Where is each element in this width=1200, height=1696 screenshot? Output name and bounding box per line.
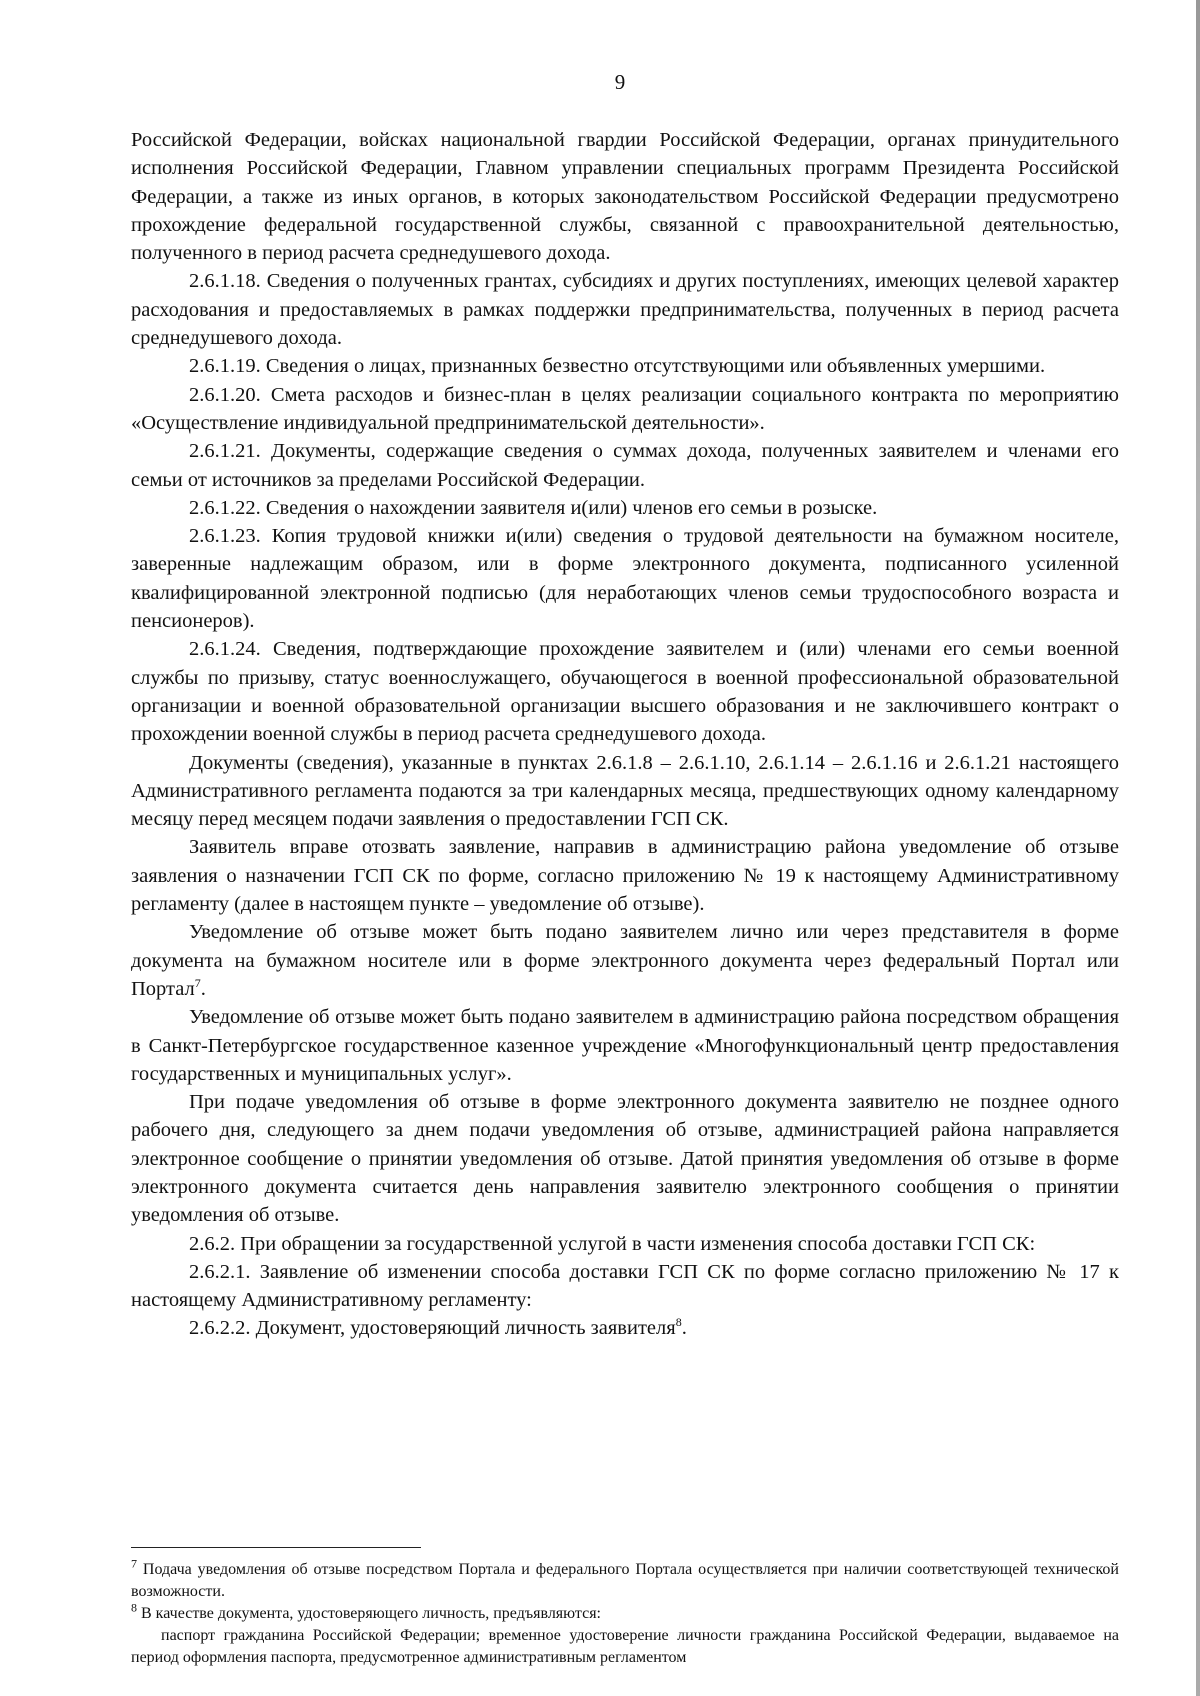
page-number: 9 — [614, 70, 626, 94]
footnote-8-continuation: паспорт гражданина Российской Федерации; временное удостоверение личности гражданина Российской Федерации, выдаваемое на период оформления паспорта, предусмотренное административным регламентом — [131, 1627, 1119, 1666]
paragraph-documents-period: Документы (сведения), указанные в пунктах 2.6.1.8 – 2.6.1.10, 2.6.1.14 – 2.6.1.16 и 2.6.1.21 настоящего Административного регламента подаются за три календарных месяца, предшествующих одному календарному месяцу перед месяцем подачи заявления о предоставлении ГСП СК. — [131, 751, 1119, 831]
paragraph-2-6-1-23: 2.6.1.23. Копия трудовой книжки и(или) сведения о трудовой деятельности на бумажном носителе, заверенные надлежащим образом, или в форме электронного документа, подписанного усиленной квалифицированной электронной подписью (для неработающих членов семьи трудоспособного возраста и пенсионеров). — [131, 525, 1119, 633]
paragraph-2-6-1-21: 2.6.1.21. Документы, содержащие сведения о суммах дохода, полученных заявителем и членами его семьи от источников за пределами Российской Федерации. — [131, 440, 1119, 491]
paragraph-electronic-notice: При подаче уведомления об отзыве в форме электронного документа заявителю не позднее одного рабочего дня, следующего за днем подачи уведомления об отзыве, администрацией района направляется электронное сообщение о принятии уведомления об отзыве. Датой принятия уведомления об отзыве в форме электронного документа считается день направления заявителю электронного сообщения о принятии уведомления об отзыве. — [131, 1091, 1119, 1227]
footnote-mark: 7 — [131, 1556, 137, 1571]
paragraph-2-6-1-19: 2.6.1.19. Сведения о лицах, признанных безвестно отсутствующими или объявленных умершими. — [189, 355, 1046, 378]
footnote-mark: 8 — [131, 1600, 137, 1615]
footnote-text: Подача уведомления об отзыве посредством Портала и федерального Портала осуществляется при наличии соответствующей технической возможности. — [131, 1561, 1119, 1600]
scan-edge-shadow — [1196, 0, 1200, 1696]
paragraph-withdrawal-mfc: Уведомление об отзыве может быть подано заявителем в администрацию района посредством обращения в Санкт-Петербургское государственное казенное учреждение «Многофункциональный центр предоставления государственных и муниципальных услуг». — [131, 1006, 1119, 1085]
paragraph-2-6-1-20: 2.6.1.20. Смета расходов и бизнес-план в целях реализации социального контракта по мероприятию «Осуществление индивидуальной предпринимательской деятельности». — [131, 383, 1119, 434]
footnote-ref: 8 — [675, 1315, 682, 1330]
paragraph-text: 2.6.2.2. Документ, удостоверяющий личность заявителя — [189, 1317, 676, 1340]
footnote-ref: 7 — [194, 976, 201, 991]
paragraph-withdrawal-right: Заявитель вправе отозвать заявление, направив в администрацию района уведомление об отзыве заявления о назначении ГСП СК по форме, согласно приложению № 19 к настоящему Административному регламенту (далее в настоящем пункте – уведомление об отзыве). — [131, 836, 1119, 916]
paragraph-2-6-2-2 — [131, 1314, 1119, 1342]
footnote-text: В качестве документа, удостоверяющего личность, предъявляются: — [137, 1605, 601, 1622]
footnotes — [131, 1556, 1119, 1669]
paragraph-continuation: Российской Федерации, войсках национальной гвардии Российской Федерации, органах принудительного исполнения Российской Федерации, Главном управлении специальных программ Президента Российской Федерации, а также из иных органов, в которых законодательством Российской Федерации предусмотрено прохождение федеральной государственной службы, связанной с правоохранительной деятельностью, полученного в период расчета среднедушевого дохода. — [131, 129, 1119, 265]
paragraph-2-6-1-22: 2.6.1.22. Сведения о нахождении заявителя и(или) членов его семьи в розыске. — [189, 496, 878, 519]
paragraph-2-6-1-24: 2.6.1.24. Сведения, подтверждающие прохождение заявителем и (или) членами его семьи военной службы по призыву, статус военнослужащего, обучающегося в военной профессиональной образовательной организации и военной образовательной организации высшего образования и не заключившего контракт о прохождении военной службы в период расчета среднедушевого дохода. — [131, 638, 1119, 746]
paragraph-text: Уведомление об отзыве может быть подано заявителем лично или через представителя в форме документа на бумажном носителе или в форме электронного документа через федеральный Портал или Портал — [131, 921, 1119, 1000]
document-body — [131, 126, 1119, 1343]
paragraph-end: . — [681, 1317, 687, 1340]
paragraph-withdrawal-submission — [131, 918, 1119, 1003]
paragraph-end: . — [200, 977, 206, 1000]
paragraph-2-6-2-1: 2.6.2.1. Заявление об изменении способа доставки ГСП СК по форме согласно приложению № 17 к настоящему Административному регламенту: — [131, 1260, 1119, 1312]
footnote-separator — [131, 1547, 421, 1548]
paragraph-2-6-2: 2.6.2. При обращении за государственной услугой в части изменения способа доставки ГСП СК: — [189, 1232, 1036, 1255]
footnote-7 — [131, 1556, 1119, 1603]
paragraph-2-6-1-18: 2.6.1.18. Сведения о полученных грантах, субсидиях и других поступлениях, имеющих целевой характер расходования и предоставляемых в рамках поддержки предпринимательства, полученных в период расчета среднедушевого дохода. — [131, 270, 1119, 350]
footnote-8 — [131, 1600, 1119, 1625]
